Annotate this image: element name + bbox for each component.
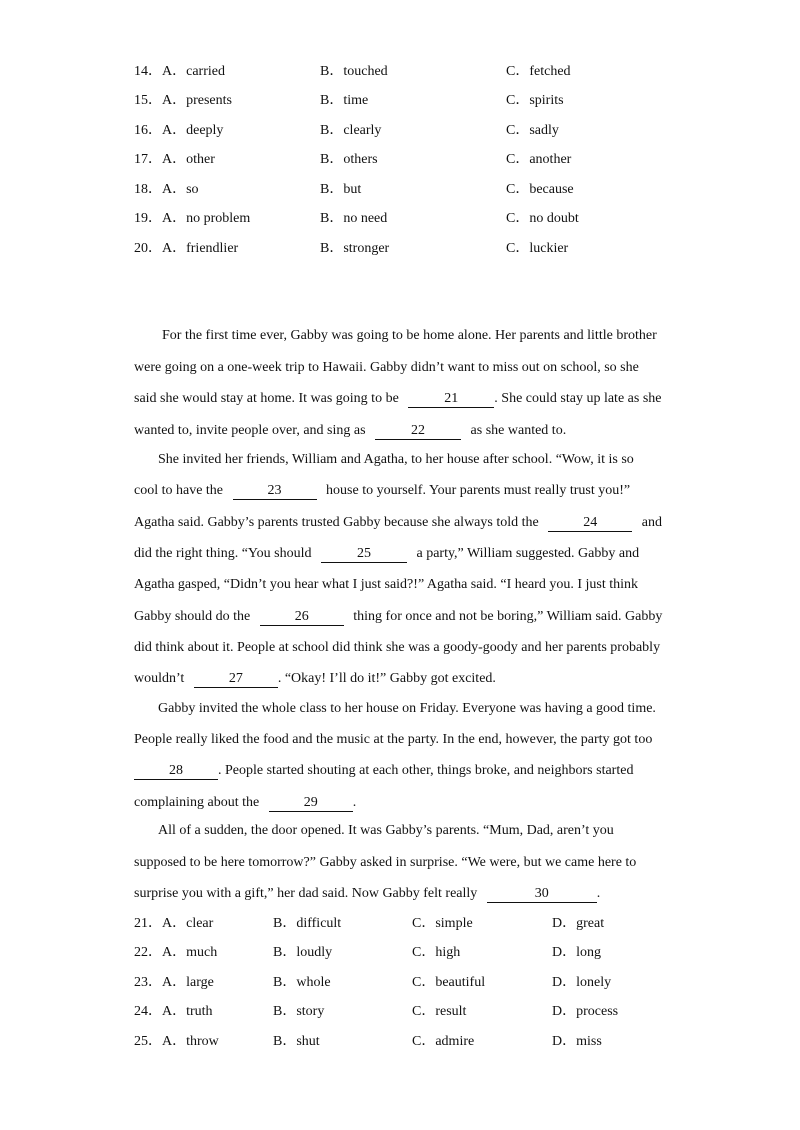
- passage-line: [134, 482, 630, 500]
- passage-text: wanted to, invite people over, and sing as: [134, 423, 366, 438]
- blank-23: 23: [233, 483, 317, 500]
- option-d: D．process: [552, 1004, 619, 1019]
- passage-line: [134, 670, 496, 688]
- question-number: 22．: [134, 945, 162, 960]
- option-b: B．clearly: [320, 123, 382, 138]
- option-c: C．luckier: [506, 241, 569, 256]
- passage-text: said she would stay at home. It was going to be: [134, 391, 399, 406]
- option-b: B．others: [320, 152, 378, 167]
- option-d: D．long: [552, 945, 601, 960]
- passage-text: cool to have the: [134, 483, 224, 498]
- blank-30: 30: [487, 886, 597, 903]
- question-number: 19．: [134, 211, 162, 226]
- option-b: B．difficult: [273, 916, 342, 931]
- blank-28: 28: [134, 763, 218, 780]
- option-c: C．beautiful: [412, 975, 486, 990]
- option-b: B．no need: [320, 211, 388, 226]
- option-a: A．truth: [162, 1004, 213, 1019]
- passage-line: All of a sudden, the door opened. It was Gabby’s parents. “Mum, Dad, aren’t you: [158, 823, 614, 838]
- blank-25: 25: [321, 546, 407, 563]
- question-number: 25．: [134, 1034, 162, 1049]
- question-number: 14．: [134, 64, 162, 79]
- option-d: D．miss: [552, 1034, 602, 1049]
- passage-text: did the right thing. “You should: [134, 546, 312, 561]
- passage-text: house to yourself. Your parents must really trust you!”: [326, 483, 631, 498]
- option-b: B．stronger: [320, 241, 390, 256]
- blank-22: 22: [375, 423, 461, 440]
- passage-text: . “Okay! I’ll do it!” Gabby got excited.: [277, 671, 496, 686]
- passage-line: [134, 762, 633, 780]
- option-c: C．admire: [412, 1034, 475, 1049]
- passage-line: were going on a one-week trip to Hawaii. Gabby didn’t want to miss out on school, so she: [134, 360, 639, 375]
- option-d: D．lonely: [552, 975, 612, 990]
- passage-line: [134, 514, 662, 532]
- passage-line: [134, 885, 600, 903]
- blank-27: 27: [194, 671, 278, 688]
- option-c: C．result: [412, 1004, 467, 1019]
- question-number: 18．: [134, 182, 162, 197]
- passage-line: [134, 390, 661, 408]
- option-a: A．carried: [162, 64, 225, 79]
- question-number: 17．: [134, 152, 162, 167]
- blank-29: 29: [269, 795, 353, 812]
- option-d: D．great: [552, 916, 605, 931]
- passage-line: She invited her friends, William and Agatha, to her house after school. “Wow, it is so: [158, 452, 634, 467]
- passage-text: surprise you with a gift,” her dad said. Now Gabby felt really: [134, 886, 478, 901]
- blank-21: 21: [408, 391, 494, 408]
- option-a: A．throw: [162, 1034, 219, 1049]
- option-c: C．sadly: [506, 123, 559, 138]
- option-b: B．loudly: [273, 945, 333, 960]
- option-b: B．shut: [273, 1034, 320, 1049]
- option-a: A．deeply: [162, 123, 224, 138]
- option-c: C．fetched: [506, 64, 571, 79]
- passage-text: .: [352, 795, 357, 810]
- option-a: A．friendlier: [162, 241, 239, 256]
- passage-line: For the first time ever, Gabby was going to be home alone. Her parents and little brother: [162, 328, 657, 343]
- option-a: A．much: [162, 945, 218, 960]
- passage-line: [134, 794, 356, 812]
- question-number: 24．: [134, 1004, 162, 1019]
- option-a: A．no problem: [162, 211, 251, 226]
- option-a: A．other: [162, 152, 215, 167]
- passage-text: Agatha said. Gabby’s parents trusted Gabby because she always told the: [134, 515, 539, 530]
- option-a: A．large: [162, 975, 214, 990]
- passage-text: as she wanted to.: [470, 423, 567, 438]
- option-c: C．another: [506, 152, 572, 167]
- option-a: A．so: [162, 182, 199, 197]
- passage-text: complaining about the: [134, 795, 260, 810]
- blank-26: 26: [260, 609, 344, 626]
- option-b: B．story: [273, 1004, 325, 1019]
- option-b: B．touched: [320, 64, 388, 79]
- question-number: 21．: [134, 916, 162, 931]
- passage-line: Agatha gasped, “Didn’t you hear what I just said?!” Agatha said. “I heard you. I just think: [134, 577, 638, 592]
- question-number: 16．: [134, 123, 162, 138]
- passage-line: [134, 422, 566, 440]
- passage-line: [134, 545, 639, 563]
- option-a: A．clear: [162, 916, 214, 931]
- option-c: C．high: [412, 945, 461, 960]
- passage-line: did think about it. People at school did think she was a goody-goody and her parents probably: [134, 640, 661, 655]
- option-c: C．because: [506, 182, 574, 197]
- option-c: C．spirits: [506, 93, 564, 108]
- option-c: C．simple: [412, 916, 473, 931]
- passage-text: and: [641, 515, 662, 530]
- passage-line: [134, 608, 662, 626]
- passage-text: wouldn’t: [134, 671, 185, 686]
- option-b: B．time: [320, 93, 369, 108]
- passage-text: . People started shouting at each other, things broke, and neighbors started: [218, 763, 634, 778]
- question-number: 20．: [134, 241, 162, 256]
- passage-text: thing for once and not be boring,” William said. Gabby: [353, 609, 663, 624]
- passage-line: People really liked the food and the music at the party. In the end, however, the party got too: [134, 732, 653, 747]
- passage-line: supposed to be here tomorrow?” Gabby asked in surprise. “We were, but we came here to: [134, 855, 637, 870]
- question-number: 23．: [134, 975, 162, 990]
- option-b: B．whole: [273, 975, 331, 990]
- passage-text: Gabby should do the: [134, 609, 251, 624]
- passage-line: Gabby invited the whole class to her house on Friday. Everyone was having a good time.: [158, 701, 656, 716]
- blank-24: 24: [548, 515, 632, 532]
- option-b: B．but: [320, 182, 362, 197]
- passage-text: .: [596, 886, 601, 901]
- passage-text: . She could stay up late as she: [494, 391, 662, 406]
- option-c: C．no doubt: [506, 211, 579, 226]
- question-number: 15．: [134, 93, 162, 108]
- option-a: A．presents: [162, 93, 232, 108]
- passage-text: a party,” William suggested. Gabby and: [416, 546, 640, 561]
